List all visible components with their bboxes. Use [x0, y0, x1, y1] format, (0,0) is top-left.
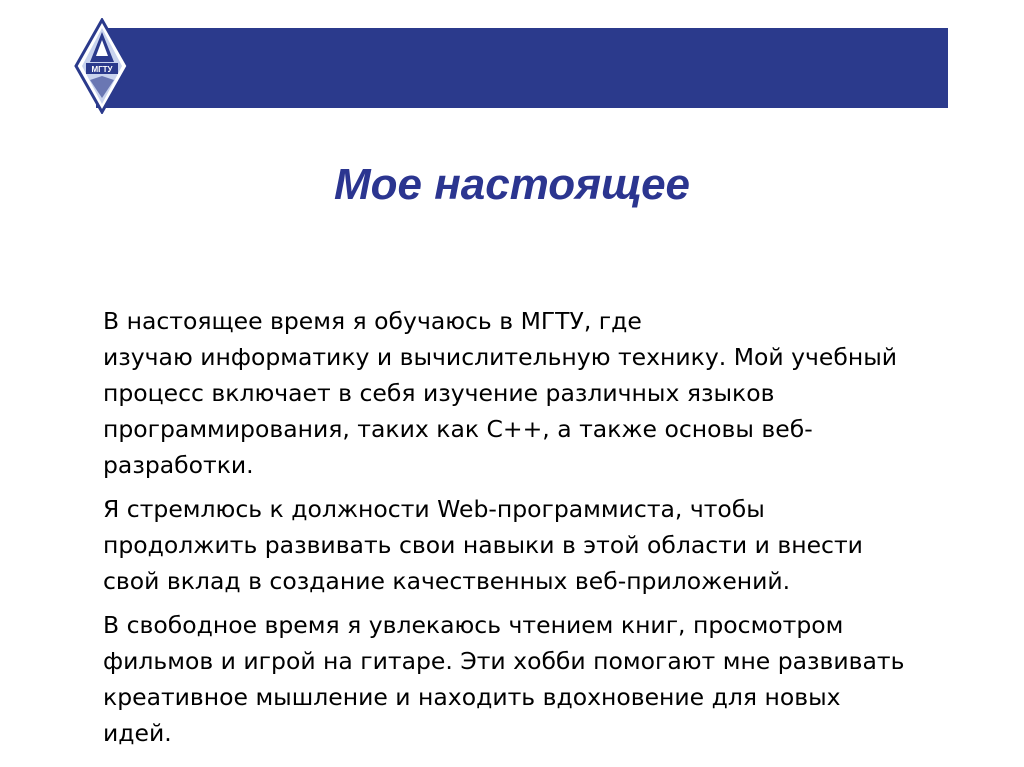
text-line: В настоящее время я обучаюсь в МГТУ, где [103, 307, 642, 335]
logo-text: МГТУ [91, 65, 113, 74]
text-line: идей. [103, 719, 172, 747]
paragraph-study [103, 303, 963, 483]
paragraph-hobbies [103, 607, 963, 751]
text-line: свой вклад в создание качественных веб-приложений. [103, 567, 791, 595]
university-diamond-logo-icon [74, 18, 130, 114]
slide-title: Мое настоящее [333, 160, 691, 209]
paragraph-career [103, 491, 963, 599]
text-line: программирования, таких как С++, а также основы веб- [103, 415, 813, 443]
header-band [96, 28, 948, 108]
text-line: процесс включает в себя изучение различных языков [103, 379, 775, 407]
text-line: фильмов и игрой на гитаре. Эти хобби помогают мне развивать [103, 647, 905, 675]
text-line: Я стремлюсь к должности Web-программиста, чтобы [103, 495, 765, 523]
slide-body [103, 303, 963, 759]
text-line: изучаю информатику и вычислительную технику. Мой учебный [103, 343, 898, 371]
text-line: креативное мышление и находить вдохновение для новых [103, 683, 841, 711]
text-line: продолжить развивать свои навыки в этой области и внести [103, 531, 863, 559]
text-line: В свободное время я увлекаюсь чтением книг, просмотром [103, 611, 844, 639]
text-line: разработки. [103, 451, 254, 479]
